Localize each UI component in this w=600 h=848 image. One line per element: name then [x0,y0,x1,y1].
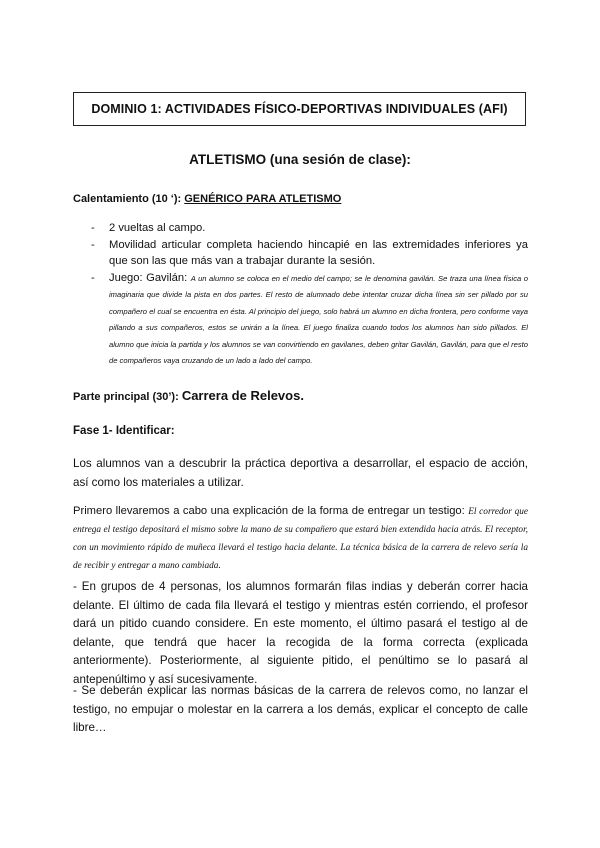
main-part-label: Parte principal (30’): [73,391,182,403]
paragraph-intro: Los alumnos van a descubrir la práctica deportiva a desarrollar, el espacio de acción, así como los materiales a utilizar. [73,457,528,489]
list-item [91,220,528,237]
section-title: ATLETISMO (una sesión de clase): [189,152,411,167]
game-description: A un alumno se coloca en el medio del campo; se le denomina gavilán. Se traza una línea física o imaginaria que divide la pista en dos partes. El resto de alumnado debe intentar cruzar dicha línea sin ser pillado por su compañero el cual se encuentra en ésta. Al principio del juego, solo habrá un alumno en dicha frontera, pero conforme vaya pillando a sus compañeros, estos se unirán a la línea. El juego finaliza cuando todos los alumnos han sido pillados. El alumno que inicia la partida y los alumnos se van convirtiendo en gavilanes, deben gritar Gavilán, Gavilán, para que el resto de compañeros vaya cruzando de un lado a lado del campo. [109,273,528,365]
domain-title-box [73,92,526,126]
bullet-dash: - [91,271,95,284]
paragraph-testigo-intro: Primero llevaremos a cabo una explicación de la forma de entregar un testigo: [73,505,469,517]
bullet-dash: - [91,238,95,251]
list-item-text: Movilidad articular completa haciendo hincapié en las extremidades inferiores ya que son las que más van a trabajar durante la sesión. [109,238,528,267]
paragraph-groups: - En grupos de 4 personas, los alumnos formarán filas indias y deberán correr hacia delante. El último de cada fila llevará el testigo y mientras estén corriendo, el profesor dará un pitido cuando considere. En este momento, el último pasará el testigo al de delante, que tendrá que hacer la recogida de la forma correcta (explicada anteriormente). Posteriormente, al siguiente pitido, el penúltimo se lo pasará al antepenúltimo y así sucesivamente. [73,580,528,686]
paragraph-rules: - Se deberán explicar las normas básicas de la carrera de relevos como, no lanzar el testigo, no empujar o molestar en la carrera a los demás, explicar el concepto de calle libre… [73,684,528,734]
phase1-title: Fase 1- Identificar: [73,425,175,437]
list-item-text: 2 vueltas al campo. [109,222,206,234]
main-part-name: Carrera de Relevos. [181,388,304,403]
list-item [91,237,528,270]
warmup-heading [73,193,341,205]
bullet-dash: - [91,222,95,234]
warmup-label: Calentamiento (10 ‘): [73,193,185,205]
domain-title: DOMINIO 1: ACTIVIDADES FÍSICO-DEPORTIVAS INDIVIDUALES (AFI) [91,102,508,116]
paragraph-testigo-italic: El corredor que entrega el testigo depositará el mismo sobre la mano de su compañero que estará bien extendida hacia atrás. El receptor, con un movimiento rápido de muñeca llevará el testigo hacia delante. La técnica básica de la carrera de relevo sería la de recibir y entregar a mano cambiada. [73,507,528,571]
paragraph-testigo [73,503,528,575]
game-label: Juego: Gavilán: [109,271,191,284]
warmup-underlined: GENÉRICO PARA ATLETISMO [184,193,342,205]
main-part-heading [73,388,304,403]
warmup-list [91,220,528,369]
list-item-game [91,270,528,369]
